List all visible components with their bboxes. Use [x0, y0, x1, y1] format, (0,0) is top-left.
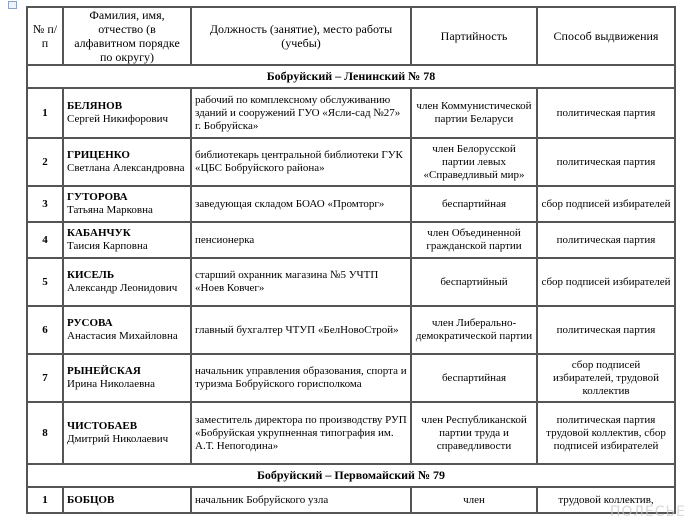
row-num: 2 [26, 139, 64, 187]
candidate-name-cell [64, 307, 192, 355]
candidate-name-cell [64, 403, 192, 465]
nomination-method: сбор подписей избирателей, трудовой коллектив [538, 355, 676, 403]
candidate-position: главный бухгалтер ЧТУП «БелНовоСтрой» [192, 307, 412, 355]
candidate-name-cell [64, 187, 192, 223]
watermark: ПОЛЕСЬЕ [609, 504, 686, 520]
candidate-position: заведующая складом БОАО «Промторг» [192, 187, 412, 223]
candidate-surname: БЕЛЯНОВ [67, 100, 123, 112]
candidate-party: член Объединенной гражданской партии [412, 223, 538, 259]
nomination-method: сбор подписей избирателей [538, 259, 676, 307]
candidate-surname: БОБЦОВ [67, 493, 115, 506]
nomination-method: политическая партия [538, 89, 676, 139]
candidate-party: член Белорусской партии левых «Справедливый мир» [412, 139, 538, 187]
candidate-party: беспартийная [412, 355, 538, 403]
candidate-position: библиотекарь центральной библиотеки ГУК «ЦБС Бобруйского района» [192, 139, 412, 187]
row-num: 8 [26, 403, 64, 465]
row-num: 3 [26, 187, 64, 223]
candidate-position: начальник управления образования, спорта и туризма Бобруйского горисполкома [192, 355, 412, 403]
candidate-name-cell [64, 89, 192, 139]
candidate-name-cell [64, 139, 192, 187]
candidate-position: заместитель директора по производству РУП «Бобруйская укрупненная типография им. А.Т. Непогодина» [192, 403, 412, 465]
candidate-name-cell [64, 259, 192, 307]
candidate-given-name: Татьяна Марковна [67, 204, 153, 216]
row-num: 6 [26, 307, 64, 355]
candidate-surname: КАБАНЧУК [67, 227, 131, 239]
header-num: № п/п [26, 6, 64, 66]
candidate-position: начальник Бобруйского узла [192, 488, 412, 514]
table-row [26, 223, 676, 259]
candidate-party: член Коммунистической партии Беларуси [412, 89, 538, 139]
candidate-party: беспартийная [412, 187, 538, 223]
candidates-table [26, 6, 676, 514]
nomination-method: трудовой коллектив, [538, 488, 676, 514]
candidate-given-name: Анастасия Михайловна [67, 330, 178, 342]
district-title: Бобруйский – Первомайский № 79 [26, 465, 676, 488]
table-row [26, 488, 676, 514]
district-row [26, 465, 676, 488]
header-position: Должность (занятие), место работы (учебы) [192, 6, 412, 66]
row-num: 5 [26, 259, 64, 307]
nomination-method: сбор подписей избирателей [538, 187, 676, 223]
table-row [26, 403, 676, 465]
nomination-method: политическая партия [538, 139, 676, 187]
candidate-given-name: Светлана Александровна [67, 162, 185, 174]
header-party: Партийность [412, 6, 538, 66]
candidate-surname: РЫНЕЙСКАЯ [67, 365, 141, 377]
district-row [26, 66, 676, 89]
candidate-surname: ГРИЦЕНКО [67, 149, 130, 161]
candidate-party: член Республиканской партии труда и справедливости [412, 403, 538, 465]
candidate-party: член [412, 488, 538, 514]
candidate-surname: ЧИСТОБАЕВ [67, 420, 138, 432]
header-name: Фамилия, имя, отчество (в алфавитном порядке по округу) [64, 6, 192, 66]
candidate-surname: РУСОВА [67, 317, 113, 329]
candidate-position: старший охранник магазина №5 УЧТП «Ноев Ковчег» [192, 259, 412, 307]
table-row [26, 307, 676, 355]
nomination-method: политическая партия [538, 223, 676, 259]
nomination-method: политическая партия трудовой коллектив, сбор подписей избирателей [538, 403, 676, 465]
table-row [26, 355, 676, 403]
candidate-name-cell [64, 223, 192, 259]
candidate-surname: КИСЕЛЬ [67, 269, 115, 281]
nomination-method: политическая партия [538, 307, 676, 355]
candidate-given-name: Александр Леонидович [67, 282, 178, 294]
candidate-given-name: Сергей Никифорович [67, 113, 169, 125]
candidate-party: член Либерально-демократической партии [412, 307, 538, 355]
table-row [26, 187, 676, 223]
table-row [26, 259, 676, 307]
candidate-given-name: Ирина Николаевна [67, 378, 156, 390]
row-num: 7 [26, 355, 64, 403]
candidate-given-name: Таисия Карповна [67, 240, 148, 252]
table-row [26, 139, 676, 187]
table-row [26, 89, 676, 139]
row-num: 4 [26, 223, 64, 259]
page-marker-icon [8, 1, 17, 9]
candidate-position: рабочий по комплексному обслуживанию зданий и сооружений ГУО «Ясли-сад №27» г. Бобруйска» [192, 89, 412, 139]
row-num: 1 [26, 488, 64, 514]
candidate-given-name: Дмитрий Николаевич [67, 433, 169, 445]
candidate-party: беспартийный [412, 259, 538, 307]
candidate-surname: ГУТОРОВА [67, 191, 128, 203]
district-title: Бобруйский – Ленинский № 78 [26, 66, 676, 89]
header-method: Способ выдвижения [538, 6, 676, 66]
row-num: 1 [26, 89, 64, 139]
candidate-name-cell [64, 488, 192, 514]
table-header-row [26, 6, 676, 66]
candidate-name-cell [64, 355, 192, 403]
candidate-position: пенсионерка [192, 223, 412, 259]
